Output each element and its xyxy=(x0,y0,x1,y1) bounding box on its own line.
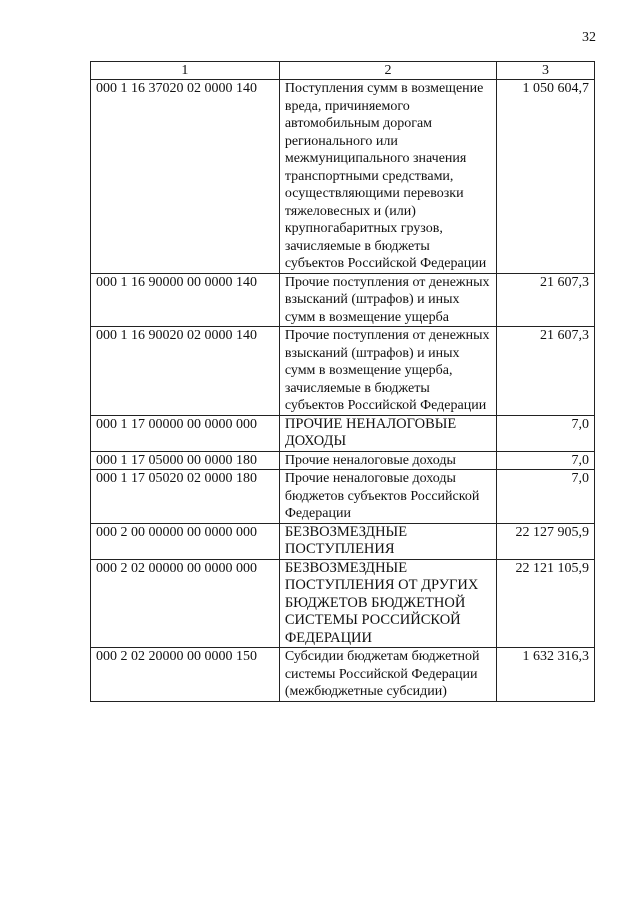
table-row xyxy=(91,327,595,416)
row-name: Прочие поступления от денежных взысканий (штрафов) и иных сумм в возмещение ущерба xyxy=(279,273,496,327)
row-amount: 21 607,3 xyxy=(497,327,595,416)
row-code: 000 2 02 00000 00 0000 000 xyxy=(91,559,280,648)
row-name: БЕЗВОЗМЕЗДНЫЕ ПОСТУПЛЕНИЯ ОТ ДРУГИХ БЮДЖЕТОВ БЮДЖЕТНОЙ СИСТЕМЫ РОССИЙСКОЙ ФЕДЕРАЦИИ xyxy=(279,559,496,648)
row-code: 000 2 00 00000 00 0000 000 xyxy=(91,523,280,559)
row-amount: 1 050 604,7 xyxy=(497,80,595,274)
page-number: 32 xyxy=(582,30,596,45)
row-amount: 7,0 xyxy=(497,415,595,451)
table-row xyxy=(91,523,595,559)
row-name: ПРОЧИЕ НЕНАЛОГОВЫЕ ДОХОДЫ xyxy=(279,415,496,451)
row-code: 000 1 17 05000 00 0000 180 xyxy=(91,451,280,470)
row-code: 000 1 16 37020 02 0000 140 xyxy=(91,80,280,274)
row-code: 000 1 17 00000 00 0000 000 xyxy=(91,415,280,451)
row-name: Субсидии бюджетам бюджетной системы Российской Федерации (межбюджетные субсидии) xyxy=(279,648,496,702)
row-name: БЕЗВОЗМЕЗДНЫЕ ПОСТУПЛЕНИЯ xyxy=(279,523,496,559)
row-name: Прочие поступления от денежных взысканий (штрафов) и иных сумм в возмещение ущерба, зачисляемые в бюджеты субъектов Российской Федерации xyxy=(279,327,496,416)
budget-revenue-table xyxy=(90,61,595,702)
table-row xyxy=(91,559,595,648)
row-name: Поступления сумм в возмещение вреда, причиняемого автомобильным дорогам регионального или межмуниципального значения транспортными средствами, осуществляющими перевозки тяжеловесных и (или) крупногабаритных грузов, зачисляемые в бюджеты субъектов Российской Федерации xyxy=(279,80,496,274)
row-amount: 7,0 xyxy=(497,470,595,524)
row-name: Прочие неналоговые доходы xyxy=(279,451,496,470)
row-amount: 22 127 905,9 xyxy=(497,523,595,559)
table-row xyxy=(91,470,595,524)
table-row xyxy=(91,648,595,702)
row-amount: 1 632 316,3 xyxy=(497,648,595,702)
column-header-amount: 3 xyxy=(497,62,595,80)
row-name: Прочие неналоговые доходы бюджетов субъектов Российской Федерации xyxy=(279,470,496,524)
row-amount: 7,0 xyxy=(497,451,595,470)
column-header-name: 2 xyxy=(279,62,496,80)
row-code: 000 2 02 20000 00 0000 150 xyxy=(91,648,280,702)
row-code: 000 1 16 90000 00 0000 140 xyxy=(91,273,280,327)
table-row xyxy=(91,273,595,327)
row-amount: 21 607,3 xyxy=(497,273,595,327)
table-row xyxy=(91,451,595,470)
column-header-code: 1 xyxy=(91,62,280,80)
table-header-row xyxy=(91,62,595,80)
table-row xyxy=(91,80,595,274)
row-code: 000 1 16 90020 02 0000 140 xyxy=(91,327,280,416)
row-amount: 22 121 105,9 xyxy=(497,559,595,648)
row-code: 000 1 17 05020 02 0000 180 xyxy=(91,470,280,524)
table-row xyxy=(91,415,595,451)
